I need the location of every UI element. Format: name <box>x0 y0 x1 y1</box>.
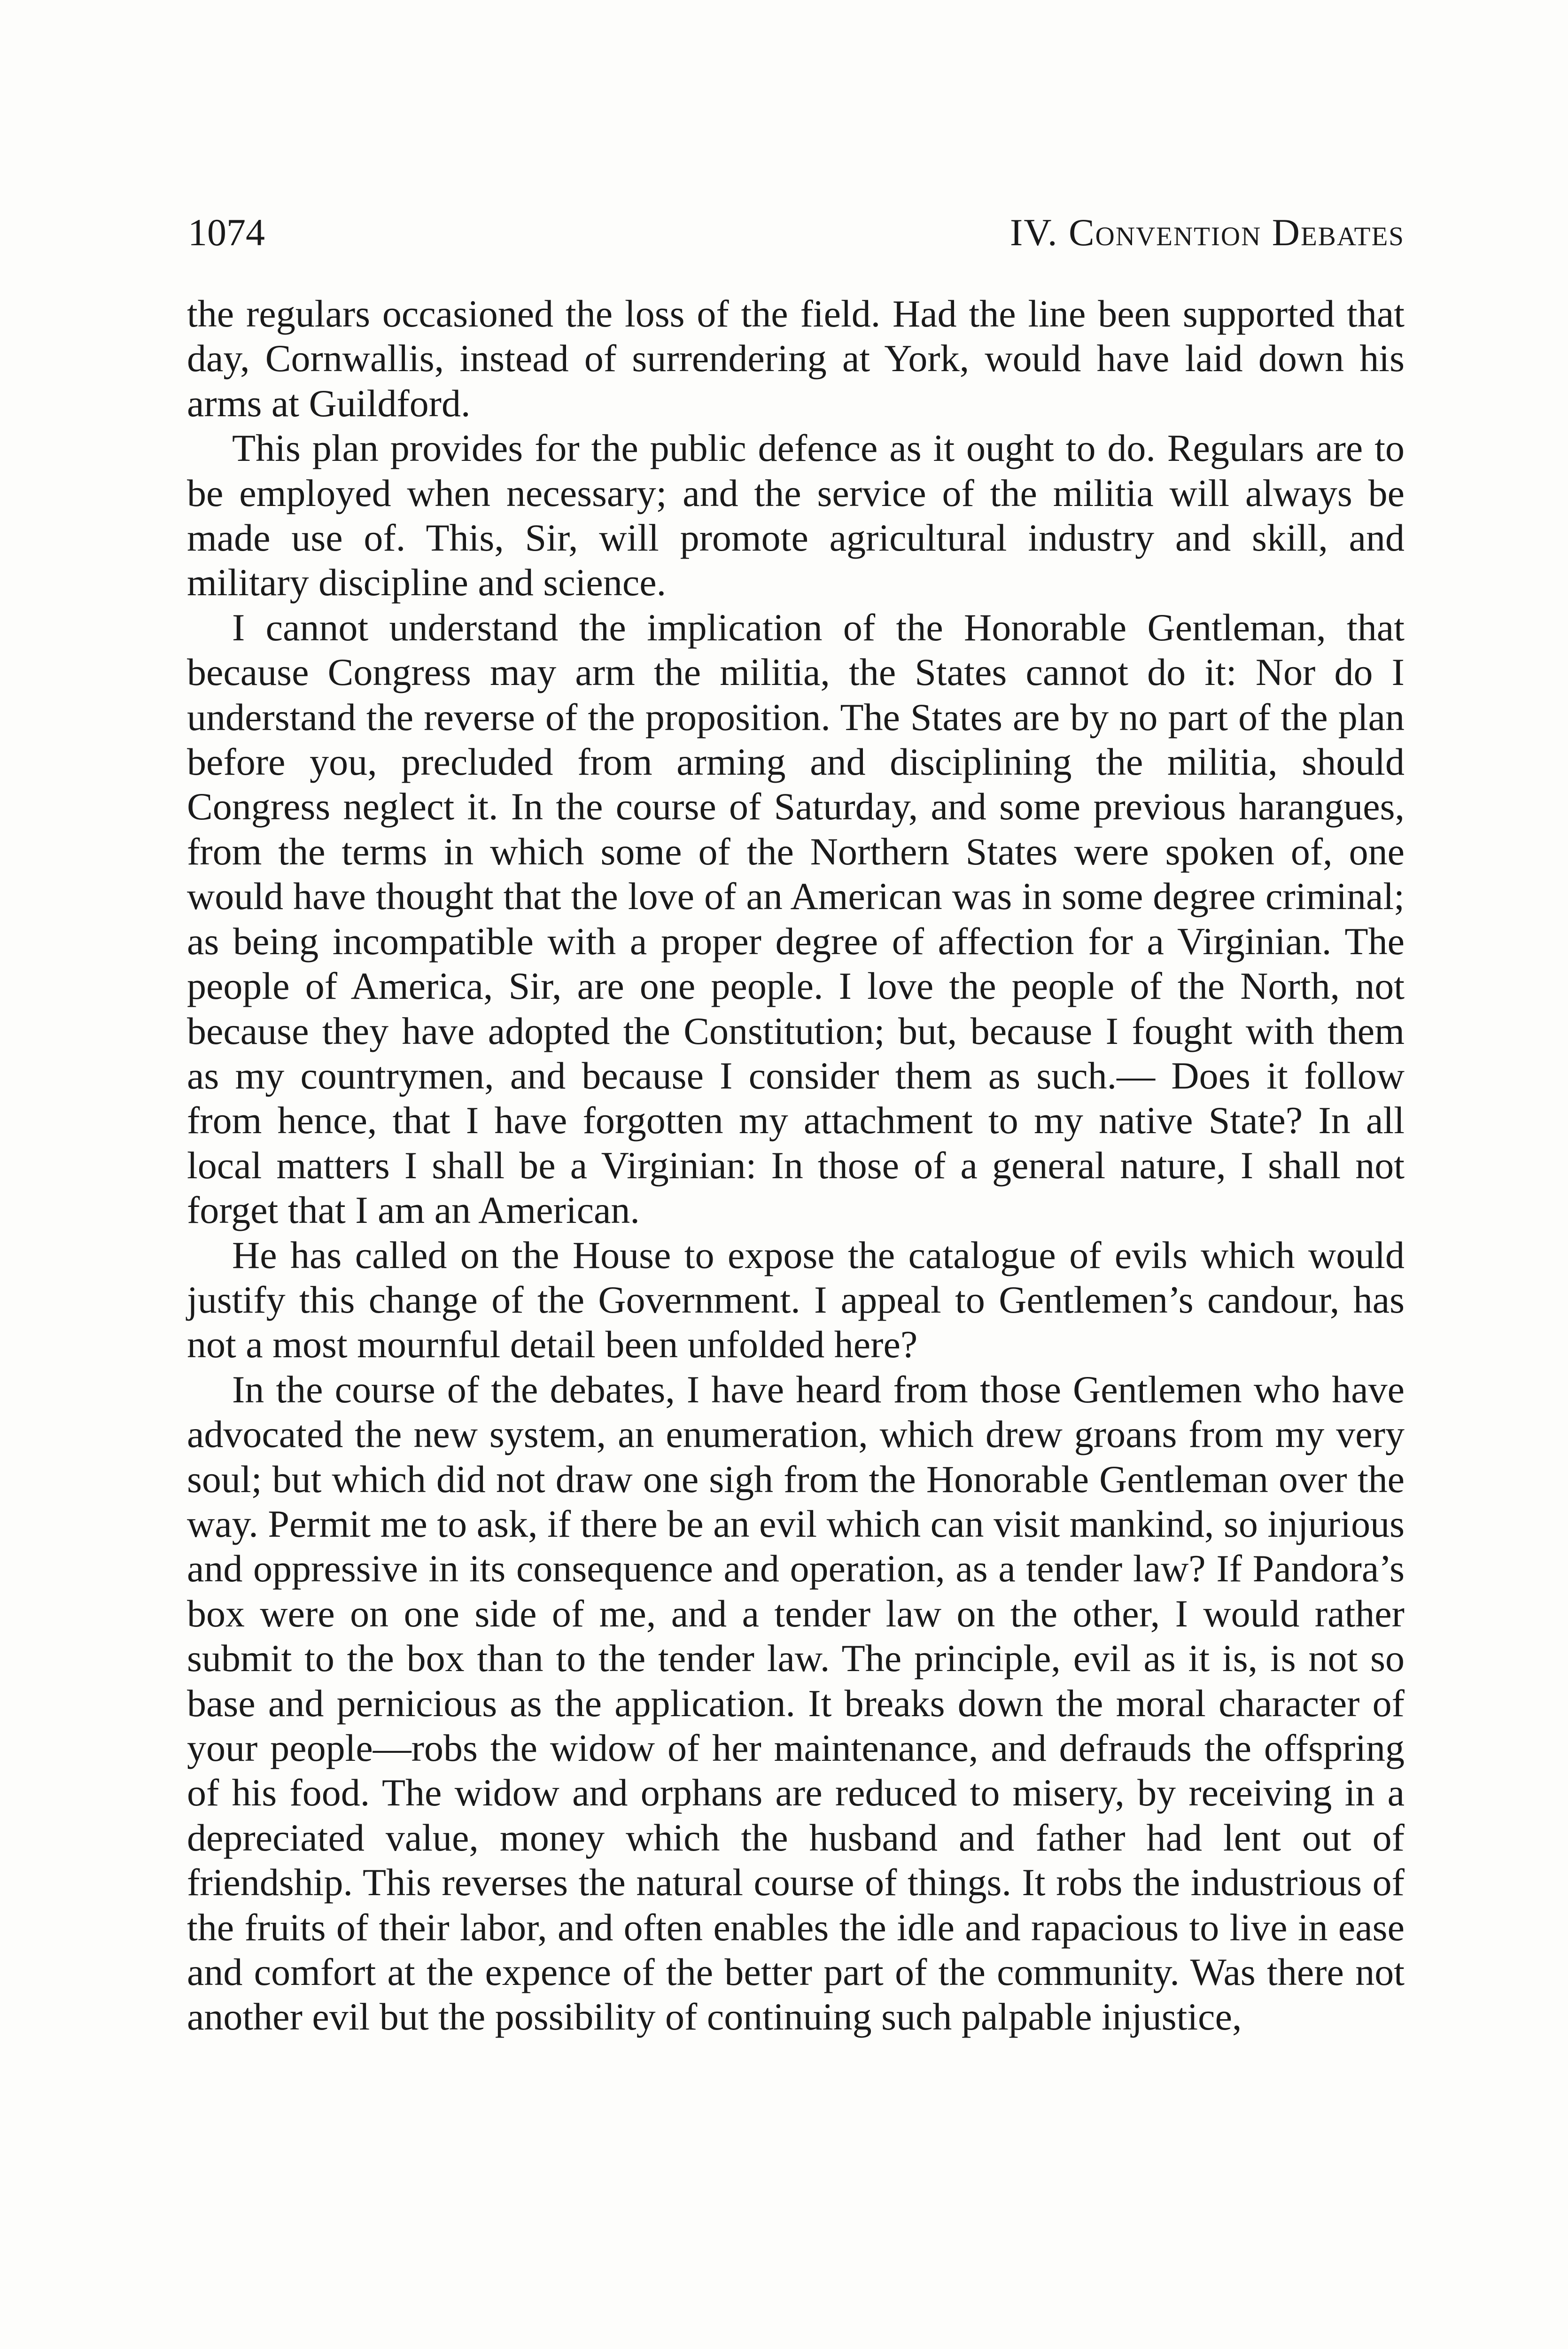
section-title: IV. Convention Debates <box>1010 211 1405 254</box>
body-text <box>187 291 1405 2039</box>
running-head <box>188 202 1405 263</box>
paragraph-public-defence: This plan provides for the public defence as it ought to do. Regulars are to be employed when necessary; and the service of the militia will always be made use of. This, Sir, will promote agricultural industry and skill, and military discipline and science. <box>187 427 1405 604</box>
page-number: 1074 <box>188 211 265 254</box>
paragraph-tender-law: In the course of the debates, I have heard from those Gentlemen who have advocated the new system, an enumeration, which drew groans from my very soul; but which did not draw one sigh from the Honorable Gentleman over the way. Permit me to ask, if there be an evil which can visit mankind, so injurious and oppressive in its consequence and operation, as a tender law? If Pandora’s box were on one side of me, and a tender law on the other, I would rather submit to the box than to the tender law. The principle, evil as it is, is not so base and pernicious as the application. It breaks down the moral character of your people—robs the widow of her maintenance, and defrauds the offspring of his food. The widow and orphans are reduced to misery, by receiving in a depreciated value, money which the husband and father had lent out of friendship. This reverses the natural course of things. It robs the industrious of the fruits of their labor, and often enables the idle and rapacious to live in ease and comfort at the expence of the better part of the community. Was there not another evil but the possibility of continuing such palpable injustice, <box>187 1368 1405 2038</box>
paragraph-continued: the regulars occasioned the loss of the field. Had the line been supported that day, Cornwallis, instead of surrendering at York, would have laid down his arms at Guildford. <box>187 292 1405 425</box>
paragraph-catalogue-of-evils: He has called on the House to expose the catalogue of evils which would justify this change of the Government. I appeal to Gentlemen’s candour, has not a most mournful detail been unfolded here? <box>187 1233 1405 1366</box>
paragraph-militia-arming: I cannot understand the implication of the Honorable Gentleman, that because Congress may arm the militia, the States cannot do it: Nor do I understand the reverse of the proposition. The States are by no part of the plan before you, precluded from arming and disciplining the militia, should Congress neglect it. In the course of Saturday, and some previous harangues, from the terms in which some of the Northern States were spoken of, one would have thought that the love of an American was in some degree criminal; as being incompatible with a proper degree of affection for a Virginian. The people of America, Sir, are one people. I love the people of the North, not because they have adopted the Constitution; but, because I fought with them as my countrymen, and because I consider them as such.— Does it follow from hence, that I have forgotten my attachment to my native State? In all local matters I shall be a Virginian: In those of a general nature, I shall not forget that I am an American. <box>187 606 1405 1232</box>
